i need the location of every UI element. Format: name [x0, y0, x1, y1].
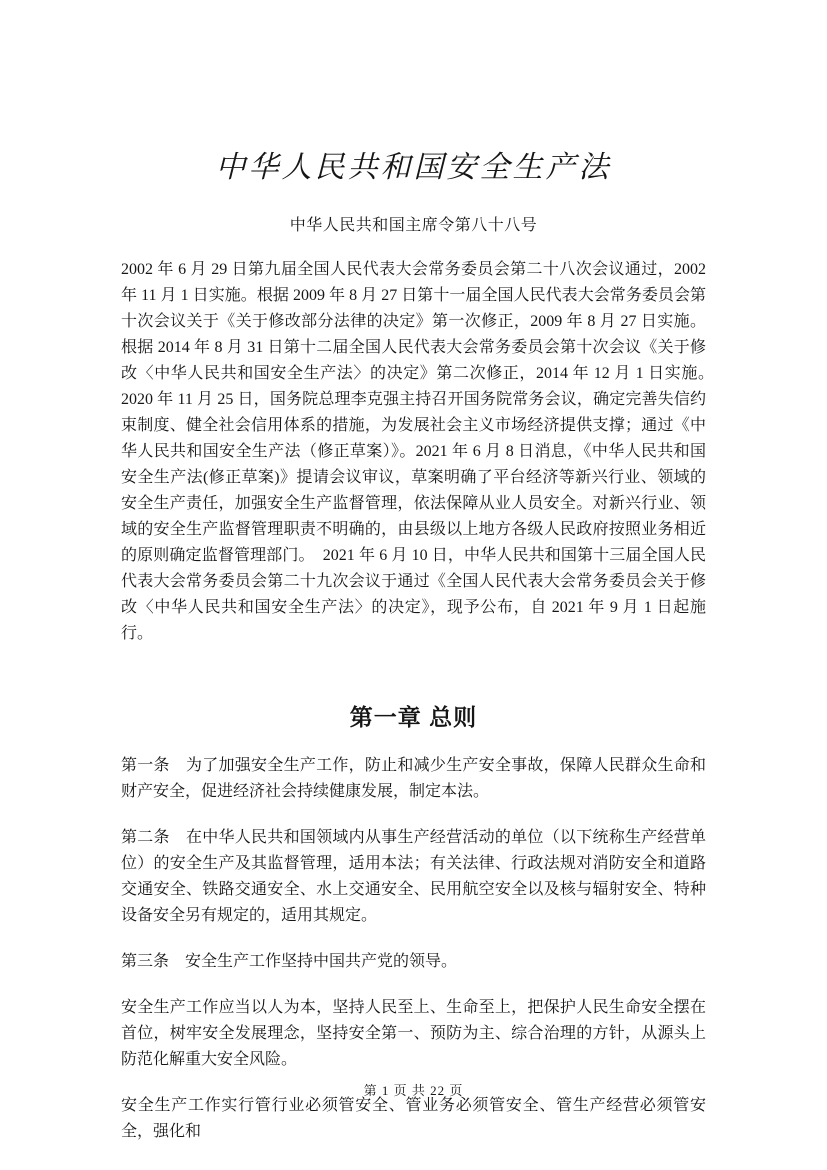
law-article-paragraph-2: 第二条 在中华人民共和国领域内从事生产经营活动的单位（以下统称生产经营单位）的安全生产及其监督管理，适用本法；有关法律、行政法规对消防安全和道路交通安全、铁路交通安全、水上交通安全、民用航空安全以及核与辐射安全、特种设备安全另有规定的，适用其规定。: [121, 829, 706, 924]
presidential-decree-subtitle: 中华人民共和国主席令第八十八号: [289, 217, 538, 234]
law-article-paragraph-5: 安全生产工作实行管行业必须管安全、管业务必须管安全、管生产经营必须管安全，强化和: [121, 1097, 706, 1140]
legislative-history-paragraph: 2002 年 6 月 29 日第九届全国人民代表大会常务委员会第二十八次会议通过，2002 年 11 月 1 日实施。根据 2009 年 8 月 27 日第十一届全国人民代表大会常务委员会第十次会议关于《关于修改部分法律的决定》第一次修正，2009 年 8 月 27 日实施。根据 2014 年 8 月 31 日第十二届全国人民代表大会常务委员会第十次会议《关于修改〈中华人民共和国安全生产法〉的决定》第二次修正，2014 年 12 月 1 日实施。 2020 年 11 月 25 日，国务院总理李克强主持召开国务院常务会议，确定完善失信约束制度、健全社会信用体系的措施，为发展社会主义市场经济提供支撑；通过《中华人民共和国安全生产法（修正草案）》。2021 年 6 月 8 日消息，《中华人民共和国安全生产法(修正草案)》提请会议审议，草案明确了平台经济等新兴行业、领域的安全生产责任，加强安全生产监督管理，依法保障从业人员安全。对新兴行业、领域的安全生产监督管理职责不明确的，由县级以上地方各级人民政府按照业务相近的原则确定监督管理部门。 2021 年 6 月 10 日，中华人民共和国第十三届全国人民代表大会常务委员会第二十九次会议于通过《全国人民代表大会常务委员会关于修改〈中华人民共和国安全生产法〉的决定》，现予公布，自 2021 年 9 月 1 日起施行。: [121, 261, 723, 642]
document-content: [121, 0, 723, 1165]
chapter-heading: 第一章 总则: [349, 704, 478, 730]
document-title: 中华人民共和国安全生产法: [215, 150, 612, 185]
law-article-paragraph-1: 第一条 为了加强安全生产工作，防止和减少生产安全事故，保障人民群众生命和财产安全，促进经济社会持续健康发展，制定本法。: [121, 757, 706, 800]
law-article-paragraph-3: 第三条 安全生产工作坚持中国共产党的领导。: [121, 953, 458, 970]
law-article-paragraph-4: 安全生产工作应当以人为本，坚持人民至上、生命至上，把保护人民生命安全摆在首位，树牢安全发展理念，坚持安全第一、预防为主、综合治理的方针，从源头上防范化解重大安全风险。: [121, 999, 706, 1068]
page-number-footer: 第 1 页 共 22 页: [363, 1083, 464, 1098]
